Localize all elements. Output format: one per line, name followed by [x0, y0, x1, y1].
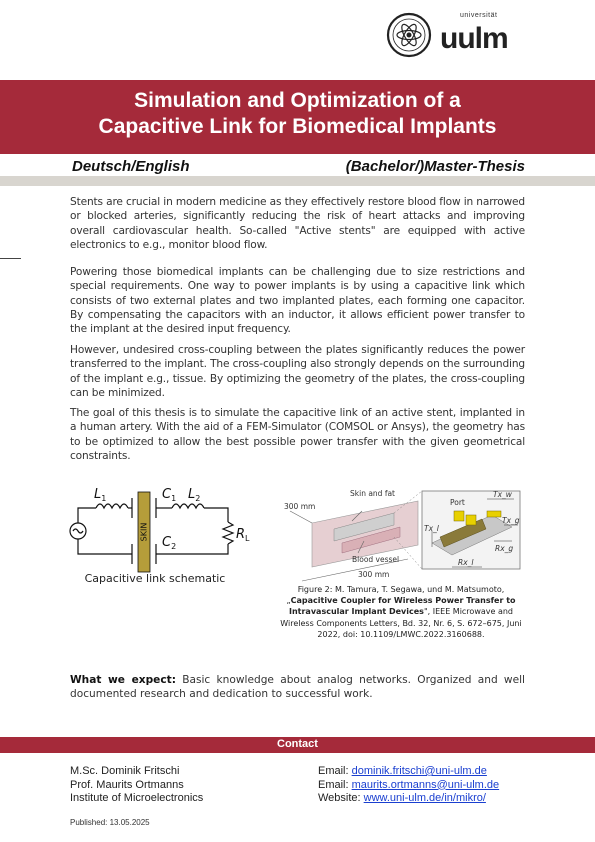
goal-paragraph: The goal of this thesis is to simulate the capacitive link of an active stent, implanted in a human artery. With the aid of a FEM-Simulator (COMSOL or Ansys), the geometry has to be optimized to allow the best possible power transfer with the given geometrical constraints.: [70, 407, 525, 462]
published-date: Published: 13.05.2025: [70, 818, 150, 827]
figure-caption: [276, 584, 526, 640]
svg-text:L2: [188, 487, 200, 503]
expectations-text: Basic knowledge about analog networks. Organized and well documented research and dedication to successful work.: [70, 674, 526, 701]
l1-subscript: 1: [101, 494, 107, 503]
powering-paragraph: Powering those biomedical implants can be challenging due to size restrictions and special requirements. One way to power implants is by using a capacitive link which consists of two external plates and two implanted plates, each forming one capacitor. By compensating the capacitors with an inductor, it allows efficient power transfer to the implant at the desired input frequency.: [70, 266, 525, 336]
l2-label: L: [188, 487, 196, 502]
website-label: Website:: [318, 792, 361, 804]
email-label-2: Email:: [318, 778, 349, 791]
website-link[interactable]: www.uni-ulm.de/in/mikro/: [363, 792, 486, 804]
dimension-label-1: 300 mm: [284, 502, 316, 511]
figure-caption-prefix: Figure 2: M. Tamura, T. Segawa, und M. Matsumoto, „: [286, 585, 505, 606]
rx-g-label: Rx_g: [495, 544, 514, 553]
logo-big-text: uulm: [440, 22, 508, 55]
schematic-caption: Capacitive link schematic: [84, 572, 226, 585]
capacitive-link-schematic: [66, 484, 266, 580]
expectations-label: What we expect:: [70, 674, 176, 686]
tx-l-label: Tx_l: [424, 524, 439, 533]
skin-fat-label: Skin and fat: [350, 489, 395, 498]
university-logo-text: [440, 12, 508, 56]
language-label: Deutsch/English: [72, 158, 190, 175]
port-label: Port: [450, 498, 465, 507]
tx-g-label: Tx_g: [502, 516, 520, 525]
university-seal-logo: [386, 12, 432, 58]
subheader-divider: [0, 176, 595, 186]
expectations-paragraph: [70, 673, 525, 702]
rx-l-label: Rx_l: [458, 558, 474, 567]
tx-w-label: Tx_w: [493, 490, 512, 499]
figure-caption-suffix: ", IEEE Microwave and Wireless Components Letters, Bd. 32, Nr. 6, S. 672–675, Juni 2022, doi: 10.1109/LMWC.2022.3160688.: [280, 607, 522, 639]
svg-text:RL: [236, 527, 250, 543]
figure-caption-paper-title: Capacitive Coupler for Wireless Power Transfer to Intravascular Implant Devices: [288, 596, 516, 617]
c1-label: C: [162, 487, 172, 502]
email-link-fritschi[interactable]: dominik.fritschi@uni-ulm.de: [351, 765, 487, 777]
svg-text:L1: [94, 487, 106, 503]
l2-subscript: 2: [195, 494, 201, 503]
c1-subscript: 1: [171, 494, 177, 503]
contact-people: [70, 765, 203, 806]
page-title: [0, 88, 595, 140]
dimension-label-2: 300 mm: [358, 570, 390, 579]
svg-text:C1: [162, 487, 176, 503]
svg-text:C2: [162, 535, 176, 551]
email-link-ortmanns[interactable]: maurits.ortmanns@uni-ulm.de: [351, 778, 500, 791]
margin-mark: [0, 258, 21, 259]
title-line-1: Simulation and Optimization of a: [134, 89, 461, 112]
contact-heading: Contact: [277, 738, 318, 750]
cross-coupling-paragraph: However, undesired cross-coupling between the plates significantly reduces the power transferred to the implant. The cross-coupling also strongly depends on the surrounding of the implant e.g., tissue. By optimizing the geometry of the plates, the cross-coupling can be minimized.: [70, 344, 525, 399]
title-line-2: Capacitive Link for Biomedical Implants: [98, 115, 497, 138]
contact-institute: Institute of Microelectronics: [70, 792, 204, 804]
contact-person-2: Prof. Maurits Ortmanns: [70, 778, 184, 791]
rl-label: R: [236, 527, 246, 542]
l1-label: L: [94, 487, 102, 502]
intro-paragraph: Stents are crucial in modern medicine as they effectively restore blood flow in narrowed or blocked arteries, significantly reducing the risk of heart attacks and improving overall cardiovascular health. So-called "Active stents" are equipped with active electronics to e.g., monitor blood flow.: [70, 196, 525, 251]
thesis-type-label: (Bachelor/)Master-Thesis: [345, 158, 525, 175]
blood-vessel-label: Blood vessel: [352, 555, 400, 564]
rl-subscript: L: [245, 534, 250, 543]
contact-links: [318, 765, 499, 806]
simulation-setup-figure: [282, 485, 522, 583]
c2-subscript: 2: [171, 542, 177, 551]
contact-person-1: M.Sc. Dominik Fritschi: [70, 765, 180, 777]
skin-label: SKIN: [139, 522, 149, 542]
logo-small-text: universität: [460, 12, 498, 19]
email-label-1: Email:: [318, 765, 349, 777]
c2-label: C: [162, 535, 172, 550]
